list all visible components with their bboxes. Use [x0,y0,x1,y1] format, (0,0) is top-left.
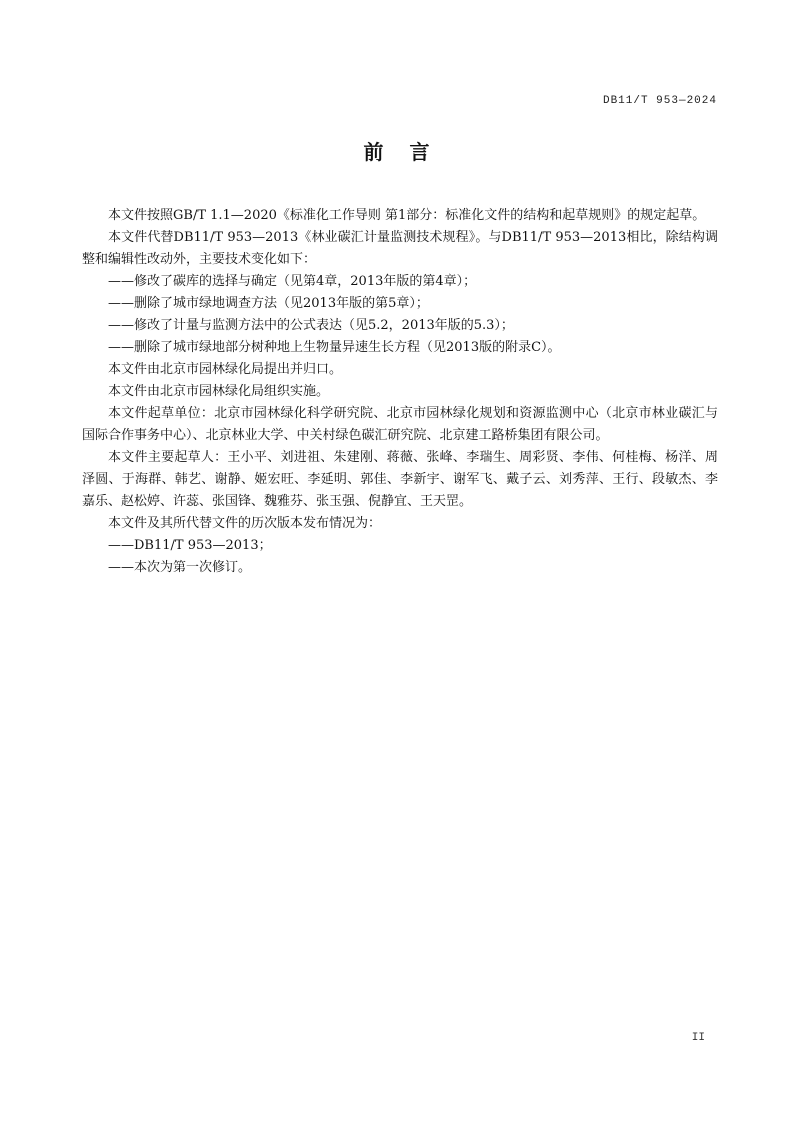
version-item: ——DB11/T 953—2013； [108,538,272,553]
paragraph-drafting-rules: 本文件按照GB/T 1.1—2020《标准化工作导则 第1部分：标准化文件的结构和起草规则》的规定起草。 [108,208,706,223]
change-item: ——删除了城市绿地调查方法（见2013年版的第5章）； [108,296,429,311]
paragraph-implementer: 本文件由北京市园林绿化局组织实施。 [108,384,330,399]
change-item: ——修改了碳库的选择与确定（见第4章，2013年版的第4章）； [108,274,477,289]
paragraph-drafters: 本文件主要起草人：王小平、刘进祖、朱建刚、蒋薇、张峰、李瑞生、周彩贤、李伟、何桂梅、杨洋、周泽圆、于海群、韩艺、谢静、姬宏旺、李延明、郭佳、李新宇、谢军飞、戴子云、刘秀萍、王行、段敏杰、李嘉乐、赵松婷、许蕊、张国锋、魏雅芬、张玉强、倪静宜、王天罡。 [82,450,718,509]
paragraph-proposer: 本文件由北京市园林绿化局提出并归口。 [108,362,343,377]
paragraph-version-history: 本文件及其所代替文件的历次版本发布情况为： [108,516,382,531]
foreword-body [82,205,718,579]
document-code: DB11/T 953—2024 [602,95,717,107]
change-item: ——修改了计量与监测方法中的公式表达（见5.2，2013年版的5.3）； [108,318,514,333]
version-item: ——本次为第一次修订。 [108,560,252,575]
paragraph-drafting-units: 本文件起草单位：北京市园林绿化科学研究院、北京市园林绿化规划和资源监测中心（北京市林业碳汇与国际合作事务中心）、北京林业大学、中关村绿色碳汇研究院、北京建工路桥集团有限公司。 [82,406,718,443]
paragraph-replacement: 本文件代替DB11/T 953—2013《林业碳汇计量监测技术规程》。与DB11/T 953—2013相比，除结构调整和编辑性改动外，主要技术变化如下： [82,230,718,267]
page-number: II [691,1032,705,1044]
change-item: ——删除了城市绿地部分树种地上生物量异速生长方程（见2013版的附录C）。 [108,340,561,355]
page-title: 前言 [363,140,456,164]
